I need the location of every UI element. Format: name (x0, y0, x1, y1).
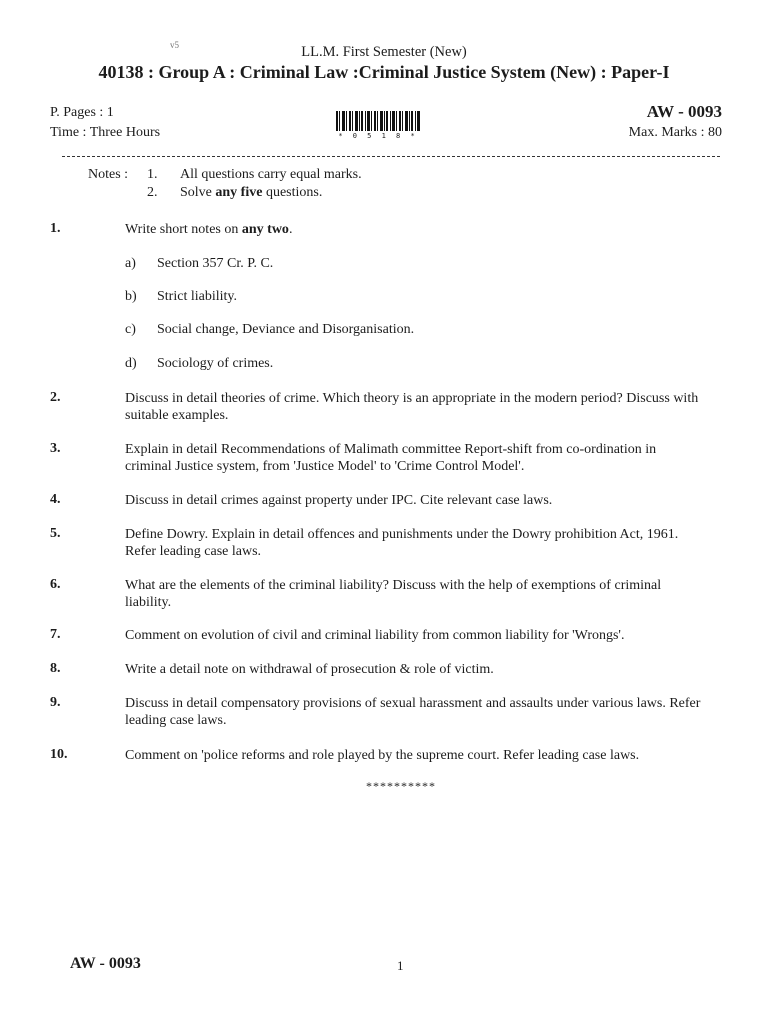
note-number: 2. (147, 185, 158, 200)
subpart-text: Strict liability. (157, 289, 237, 304)
paper-title: 40138 : Group A : Criminal Law :Criminal Justice System (New) : Paper-I (98, 62, 670, 82)
question-number: 7. (50, 627, 61, 642)
question-text: Explain in detail Recommendations of Malimath committee Report-shift from co-ordination in criminal Justice system, from 'Justice Model' to 'Crime Control Model'. (125, 442, 657, 474)
page-number: 1 (397, 958, 404, 973)
question-text: Write a detail note on withdrawal of prosecution & role of victim. (125, 662, 494, 677)
question-text: Define Dowry. Explain in detail offences and punishments under the Dowry prohibition Act, 1961. Refer leading case laws. (125, 527, 679, 559)
course-name: LL.M. First Semester (New) (301, 44, 467, 60)
question-text: Discuss in detail theories of crime. Which theory is an appropriate in the modern period? Discuss with suitable examples. (125, 391, 699, 423)
subpart-text: Section 357 Cr. P. C. (157, 256, 274, 271)
question-number: 2. (50, 390, 61, 405)
subpart-label: a) (125, 256, 136, 271)
question-number: 1. (50, 221, 61, 236)
question-number: 10. (50, 747, 68, 762)
paper-code: AW - 0093 (646, 102, 722, 121)
note-text: All questions carry equal marks. (180, 167, 362, 182)
notes-label: Notes : (88, 167, 129, 182)
header-divider (62, 156, 720, 157)
subpart-text: Sociology of crimes. (157, 356, 274, 371)
exam-duration: Time : Three Hours (50, 125, 161, 140)
subpart-label: d) (125, 356, 137, 371)
question-text: Comment on evolution of civil and criminal liability from common liability for 'Wrongs'. (125, 628, 625, 643)
question-number: 4. (50, 492, 61, 507)
max-marks: Max. Marks : 80 (628, 125, 722, 140)
question-text: What are the elements of the criminal liability? Discuss with the help of exemptions of criminal liability. (125, 578, 662, 610)
question-text: Discuss in detail compensatory provisions of sexual harassment and assaults under various laws. Refer leading case laws. (125, 696, 701, 728)
question-number: 8. (50, 661, 61, 676)
barcode (336, 111, 420, 131)
end-of-paper-stars: ********** (366, 779, 436, 793)
barcode-number: * 0 5 1 8 * (338, 132, 418, 140)
question-number: 5. (50, 526, 61, 541)
question-text: Discuss in detail crimes against property under IPC. Cite relevant case laws. (125, 493, 553, 508)
subpart-text: Social change, Deviance and Disorganisation. (157, 322, 415, 337)
footer-paper-code: AW - 0093 (70, 955, 141, 972)
subpart-label: c) (125, 322, 136, 337)
question-text: Write short notes on any two. (125, 222, 293, 237)
page-count: P. Pages : 1 (50, 105, 114, 120)
question-number: 9. (50, 695, 61, 710)
note-text: Solve any five questions. (180, 185, 323, 200)
subpart-label: b) (125, 289, 137, 304)
question-text: Comment on 'police reforms and role played by the supreme court. Refer leading case laws. (125, 748, 640, 763)
corner-mark: v5 (170, 40, 179, 50)
question-number: 6. (50, 577, 61, 592)
question-number: 3. (50, 441, 61, 456)
note-number: 1. (147, 167, 158, 182)
